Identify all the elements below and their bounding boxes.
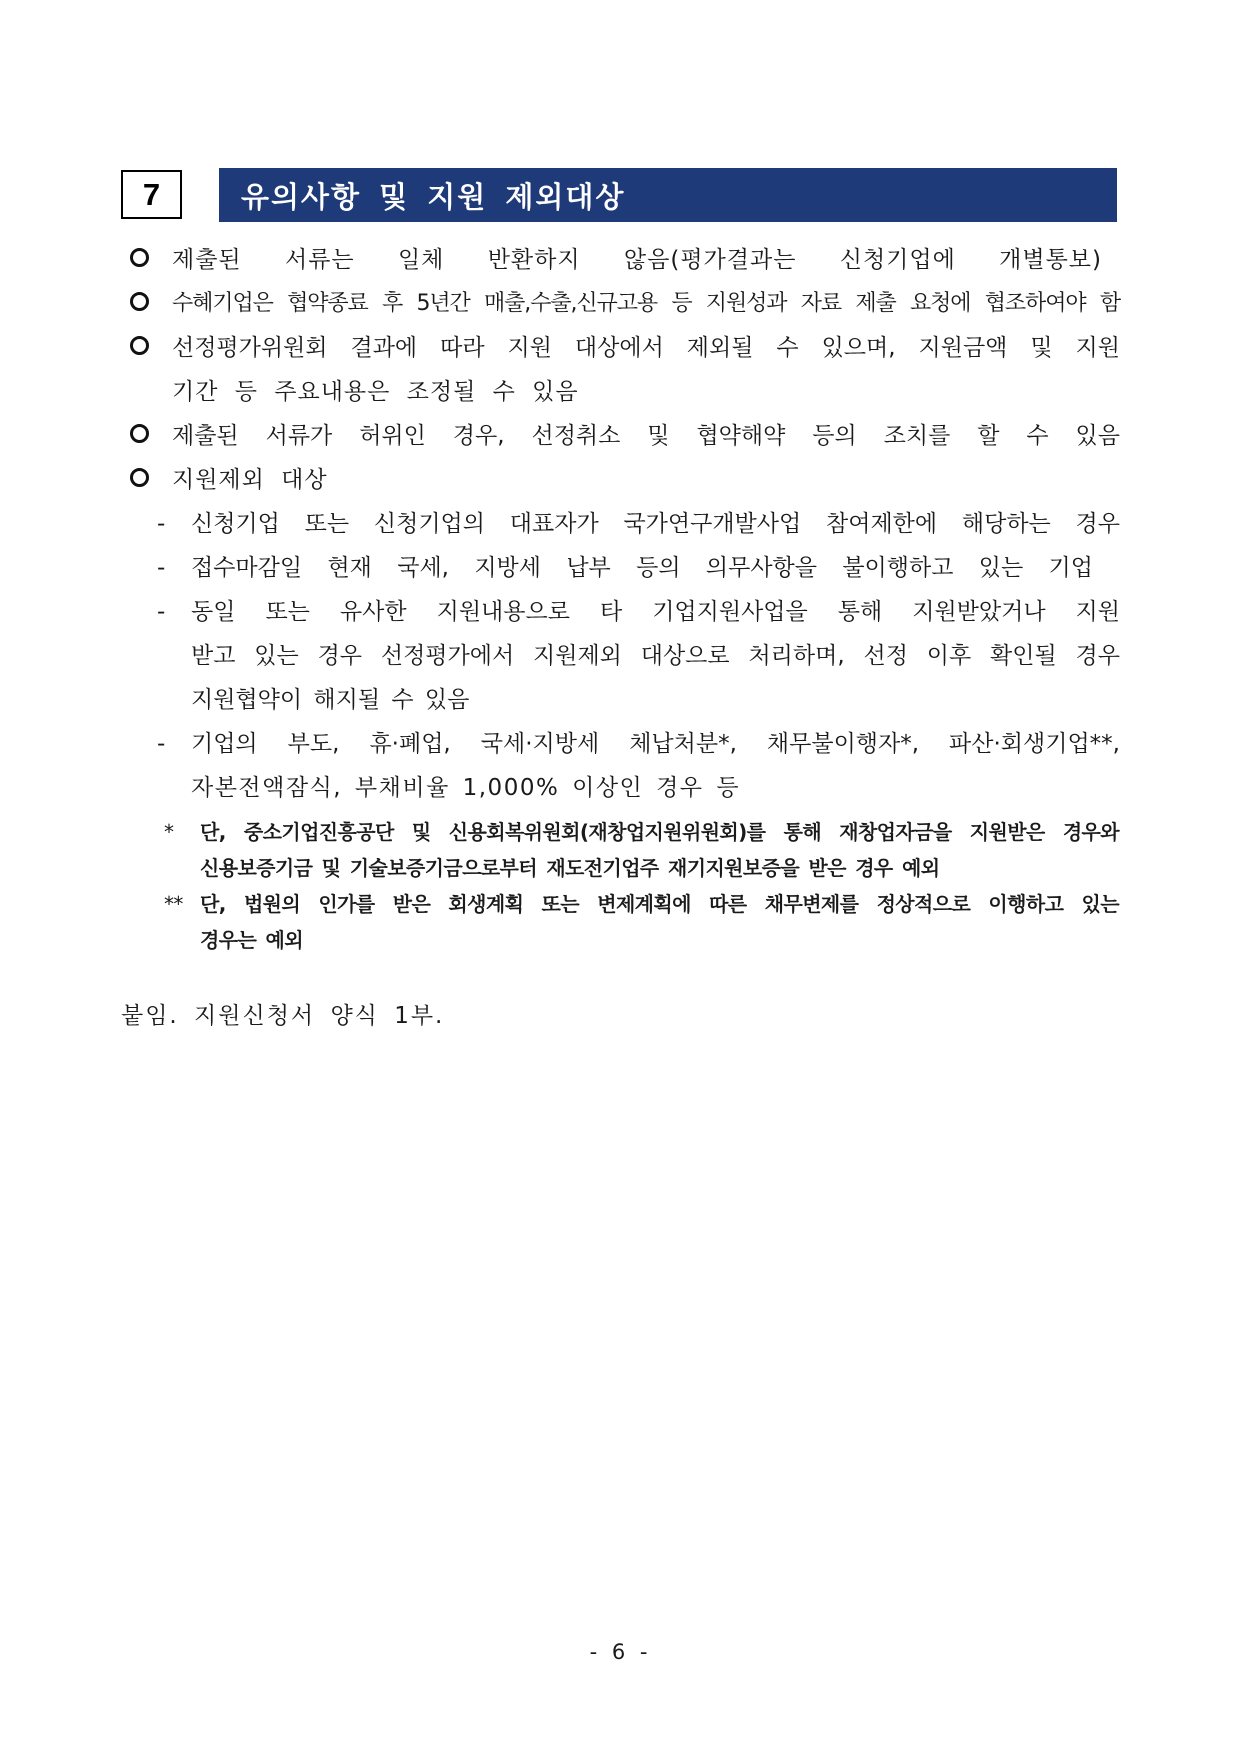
circle-bullet-icon [130, 424, 149, 443]
section-title: 유의사항 및 지원 제외대상 [241, 179, 626, 214]
sub-list-item-text: 기업의 부도, 휴·폐업, 국세·지방세 체납처분*, 채무불이행자*, 파산·회생기업**, [191, 731, 1120, 757]
list-item-text: 수혜기업은 협약종료 후 5년간 매출,수출,신규고용 등 지원성과 자료 제출 요청에 협조하여야 함 [172, 291, 1120, 316]
sub-list-item-text-continued: 지원협약이 해지될 수 있음 [191, 687, 470, 713]
dash-bullet: - [157, 731, 166, 757]
footnote [164, 814, 1119, 886]
list-item-text: 제출된 서류가 허위인 경우, 선정취소 및 협약해약 등의 조치를 할 수 있음 [172, 423, 1120, 449]
list-item-text-continued: 기간 등 주요내용은 조정될 수 있음 [172, 379, 579, 405]
list-item-text: 제출된 서류는 일체 반환하지 않음(평가결과는 신청기업에 개별통보) [172, 247, 1102, 273]
footnote [164, 886, 1119, 958]
dash-bullet: - [157, 511, 166, 537]
footnote-mark: * [164, 820, 174, 844]
attachment-note: 붙임. 지원신청서 양식 1부. [121, 1003, 445, 1029]
dash-bullet: - [157, 555, 166, 581]
dash-bullet: - [157, 599, 166, 625]
section-header [121, 168, 1117, 222]
sub-list-item-text: 동일 또는 유사한 지원내용으로 타 기업지원사업을 통해 지원받았거나 지원 [191, 599, 1120, 625]
list-item [130, 238, 1102, 282]
circle-bullet-icon [130, 468, 149, 487]
page-number: - 6 - [589, 1640, 652, 1664]
sub-list-item [157, 502, 1120, 546]
sub-list-item [157, 546, 1093, 590]
list-item [130, 458, 1120, 502]
section-content [130, 238, 1126, 958]
circle-bullet-icon [130, 292, 149, 311]
list-item [130, 282, 1120, 326]
sub-list-item-text-continued: 자본전액잠식, 부채비율 1,000% 이상인 경우 등 [191, 775, 741, 801]
sub-list-item-text: 신청기업 또는 신청기업의 대표자가 국가연구개발사업 참여제한에 해당하는 경우 [191, 511, 1120, 537]
footnote-text: 단, 중소기업진흥공단 및 신용회복위원회(재창업지원위원회)를 통해 재창업자금을 지원받은 경우와 [200, 820, 1119, 844]
section-number: 7 [121, 170, 182, 219]
list-item [130, 414, 1120, 458]
footnote-text-continued: 경우는 예외 [200, 928, 303, 952]
footnote-text-continued: 신용보증기금 및 기술보증기금으로부터 재도전기업주 재기지원보증을 받은 경우 예외 [200, 856, 940, 880]
sub-list-item [157, 722, 1120, 810]
sub-list-item-text-continued: 받고 있는 경우 선정평가에서 지원제외 대상으로 처리하며, 선정 이후 확인될 경우 [191, 643, 1120, 669]
sub-list-item [157, 590, 1120, 722]
list-item-text: 선정평가위원회 결과에 따라 지원 대상에서 제외될 수 있으며, 지원금액 및 지원 [172, 335, 1120, 361]
sub-list-item-text: 접수마감일 현재 국세, 지방세 납부 등의 의무사항을 불이행하고 있는 기업 [191, 555, 1093, 581]
section-title-bar [219, 168, 1117, 222]
footnote-text: 단, 법원의 인가를 받은 회생계획 또는 변제계획에 따른 채무변제를 정상적으로 이행하고 있는 [200, 892, 1119, 916]
circle-bullet-icon [130, 248, 149, 267]
footnote-mark: ** [164, 892, 183, 916]
circle-bullet-icon [130, 336, 149, 355]
list-item [130, 326, 1120, 414]
list-item-text: 지원제외 대상 [172, 467, 328, 493]
